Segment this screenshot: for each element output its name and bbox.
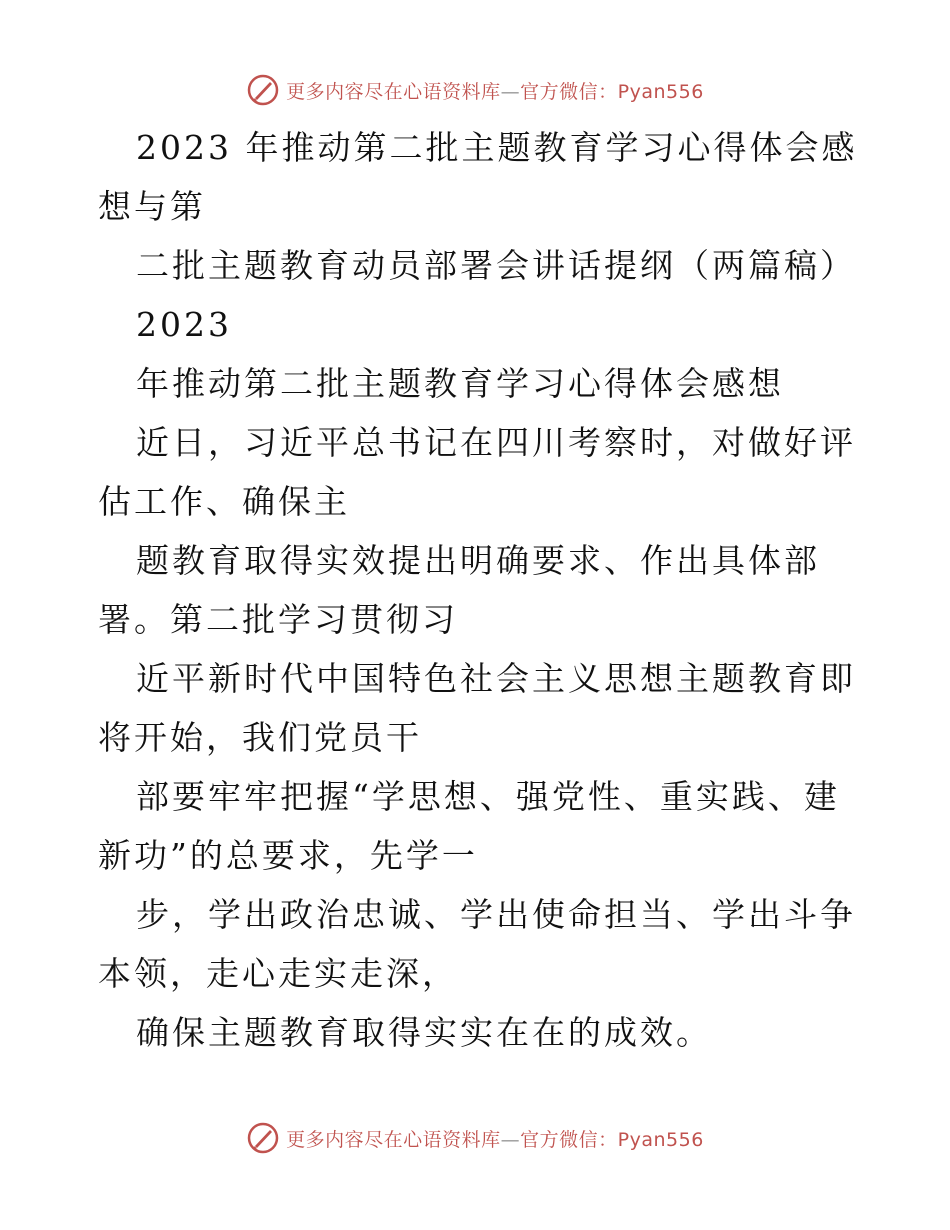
- paragraph-subtitle: 年推动第二批主题教育学习心得体会感想: [136, 364, 784, 403]
- paragraph-title-line-2: 二批主题教育动员部署会讲话提纲（两篇稿）: [136, 246, 856, 285]
- header-banner-dash: —: [500, 80, 521, 103]
- header-banner-wechat: 官方微信：Pyan556: [520, 80, 704, 103]
- quill-pen-logo-icon: [246, 73, 280, 107]
- header-banner-text: [286, 77, 704, 104]
- paragraph-body-1: 近日，习近平总书记在四川考察时，对做好评估工作、确保主: [98, 423, 856, 521]
- paragraph-body-4: 部要牢牢把握“学思想、强党性、重实践、建新功”的总要求，先学一: [98, 777, 840, 875]
- paragraph-body-3: 近平新时代中国特色社会主义思想主题教育即将开始，我们党员干: [98, 659, 856, 757]
- document-body: [98, 118, 858, 1062]
- footer-banner: [0, 1118, 950, 1158]
- footer-banner-text: [286, 1125, 704, 1152]
- paragraph-body-5: 步，学出政治忠诚、学出使命担当、学出斗争本领，走心走实走深，: [98, 895, 856, 993]
- paragraph-year: 2023: [136, 305, 232, 344]
- footer-banner-wechat: 官方微信：Pyan556: [520, 1128, 704, 1151]
- paragraph-body-2: 题教育取得实效提出明确要求、作出具体部署。第二批学习贯彻习: [98, 541, 820, 639]
- header-banner: [0, 70, 950, 110]
- paragraph-body-6: 确保主题教育取得实实在在的成效。: [136, 1013, 712, 1052]
- quill-pen-logo-icon: [246, 1121, 280, 1155]
- footer-banner-title: 更多内容尽在心语资料库: [286, 1128, 501, 1151]
- header-banner-title: 更多内容尽在心语资料库: [286, 80, 501, 103]
- paragraph-title-line-1: 2023 年推动第二批主题教育学习心得体会感想与第: [98, 128, 858, 226]
- footer-banner-dash: —: [500, 1128, 521, 1151]
